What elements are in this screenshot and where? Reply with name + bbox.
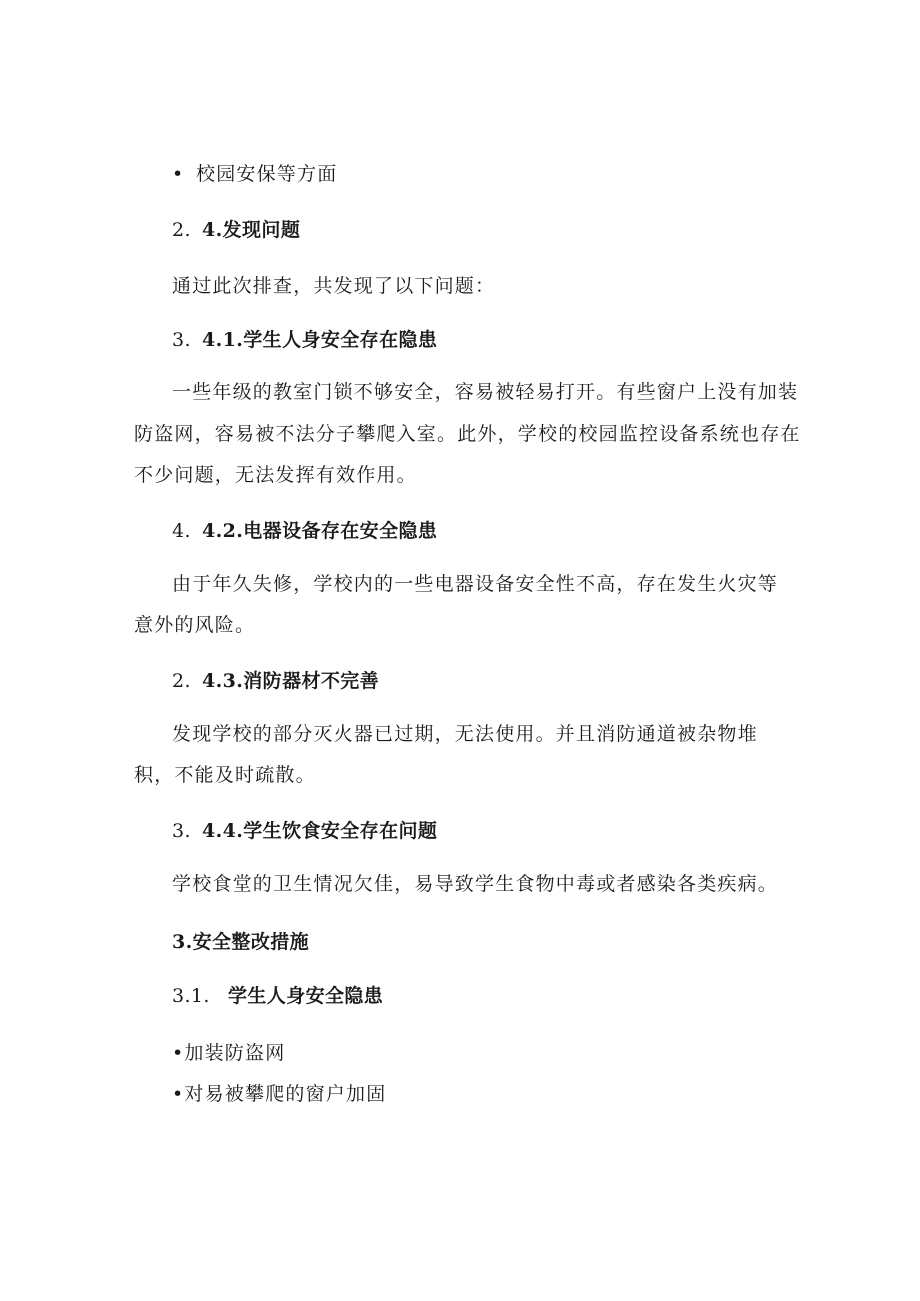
section-title: 4.发现问题 bbox=[202, 219, 301, 241]
bullet-text: 校园安保等方面 bbox=[196, 163, 338, 185]
section-heading bbox=[172, 518, 437, 544]
section-number: 4. bbox=[172, 520, 191, 542]
paragraph-line: 通过此次排查，共发现了以下问题： bbox=[172, 275, 496, 297]
paragraph-line: 学校食堂的卫生情况欠佳，易导致学生食物中毒或者感染各类疾病。 bbox=[172, 873, 779, 895]
section-heading bbox=[172, 818, 437, 844]
paragraph-line: 积，不能及时疏散。 bbox=[134, 764, 316, 786]
subsection-title: 学生人身安全隐患 bbox=[228, 985, 384, 1007]
section-title: 4.2.电器设备存在安全隐患 bbox=[202, 520, 438, 542]
section-number: 3. bbox=[172, 329, 191, 351]
section-title: 4.4.学生饮食安全存在问题 bbox=[202, 820, 438, 842]
paragraph-line: 发现学校的部分灭火器已过期，无法使用。并且消防通道被杂物堆 bbox=[172, 723, 758, 745]
section-title: 4.1.学生人身安全存在隐患 bbox=[202, 329, 438, 351]
section-heading bbox=[172, 217, 300, 243]
section-number: 2. bbox=[172, 670, 191, 692]
paragraph-line: 防盗网，容易被不法分子攀爬入室。此外，学校的校园监控设备系统也存在 bbox=[134, 423, 801, 445]
paragraph-line: 不少问题，无法发挥有效作用。 bbox=[134, 464, 417, 486]
section-number: 2. bbox=[172, 219, 191, 241]
bullet-item bbox=[172, 161, 337, 187]
subsection-heading bbox=[172, 983, 383, 1009]
section-number: 3. bbox=[172, 820, 191, 842]
paragraph-line: 意外的风险。 bbox=[134, 614, 256, 636]
bullet-item: •加装防盗网 bbox=[172, 1042, 286, 1064]
section-heading bbox=[172, 327, 437, 353]
section-heading bbox=[172, 668, 379, 694]
paragraph-line: 由于年久失修，学校内的一些电器设备安全性不高，存在发生火灾等 bbox=[172, 573, 779, 595]
section-heading-main: 3.安全整改措施 bbox=[172, 931, 310, 953]
paragraph-line: 一些年级的教室门锁不够安全，容易被轻易打开。有些窗户上没有加装 bbox=[172, 381, 799, 403]
bullet-item: •对易被攀爬的窗户加固 bbox=[172, 1083, 387, 1105]
bullet-glyph: • bbox=[172, 163, 185, 185]
section-title: 4.3.消防器材不完善 bbox=[202, 670, 380, 692]
subsection-number: 3.1. bbox=[172, 985, 210, 1007]
